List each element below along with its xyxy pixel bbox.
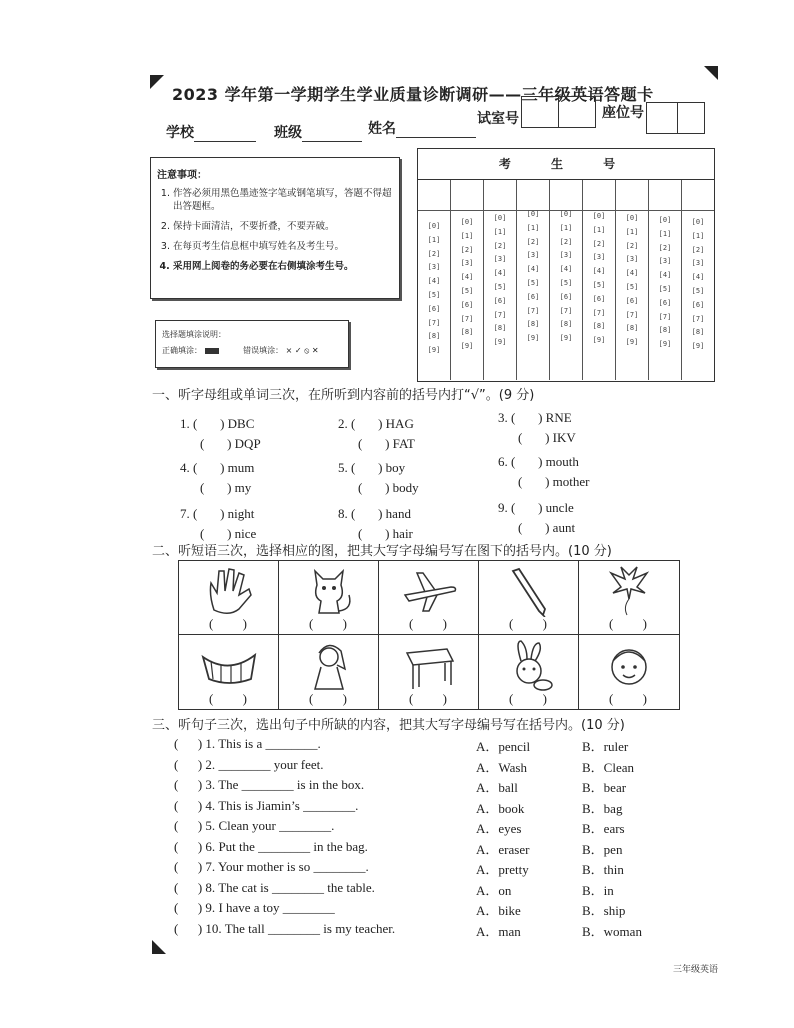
- digit-bubble[interactable]: [5]: [592, 280, 606, 289]
- digit-bubble[interactable]: [1]: [427, 235, 441, 244]
- digit-bubble[interactable]: [2]: [559, 237, 573, 246]
- option-a: A．on: [476, 882, 512, 898]
- answer-bracket[interactable]: ( ): [509, 616, 547, 631]
- digit-bubble[interactable]: [5]: [691, 286, 705, 295]
- digit-bubble[interactable]: [2]: [658, 243, 672, 252]
- digit-bubble[interactable]: [6]: [460, 300, 474, 309]
- sentence-question[interactable]: ( ) 9. I have a toy ________: [174, 900, 335, 915]
- digit-bubble[interactable]: [6]: [559, 292, 573, 301]
- fill-instructions: [155, 320, 349, 368]
- digit-bubble[interactable]: [2]: [592, 239, 606, 248]
- option-b: B．in: [582, 882, 614, 898]
- digit-bubble[interactable]: [0]: [691, 218, 705, 226]
- option-b: B．pen: [582, 841, 623, 857]
- picture-cell: [479, 561, 579, 635]
- girl-icon: [299, 639, 359, 691]
- digit-bubble[interactable]: [8]: [658, 326, 672, 335]
- exam-number-column: [451, 180, 484, 380]
- digit-bubble-column: [550, 208, 582, 346]
- answer-bracket[interactable]: ( ): [309, 691, 347, 706]
- picture-cell: [279, 561, 379, 635]
- digit-bubble[interactable]: [8]: [427, 332, 441, 341]
- question-number: 1.: [180, 416, 190, 431]
- digit-bubble[interactable]: [3]: [559, 251, 573, 260]
- digit-bubble[interactable]: [2]: [625, 241, 639, 250]
- sentence-text: The tall ________ is my teacher.: [224, 920, 396, 936]
- sentence-text: Your mother is so ________.: [217, 859, 369, 874]
- picture-cell: [179, 561, 279, 635]
- face-icon: [599, 639, 659, 691]
- question-number: ) 9.: [197, 900, 216, 915]
- notice-item: 2. 保持卡面清洁，不要折叠，不要弄破。: [173, 220, 399, 233]
- digit-bubble[interactable]: [8]: [691, 328, 705, 337]
- option-a: A．man: [476, 923, 521, 939]
- registration-mark-bottom-left: [152, 940, 166, 954]
- option-b: B．ship: [582, 903, 626, 918]
- sentence-text: I have a toy ________: [218, 900, 335, 915]
- question-number: ) 8.: [197, 879, 216, 895]
- question-number: ) 7.: [197, 859, 216, 874]
- listening-choice-b[interactable]: ( ) mother: [518, 474, 590, 489]
- notice-title: 注意事项：: [157, 170, 207, 181]
- sentence-question[interactable]: ( ) 10. The tall ________ is my teacher.: [174, 920, 396, 936]
- picture-cell: [479, 635, 579, 709]
- question-number: 4.: [180, 460, 190, 475]
- digit-bubble[interactable]: [2]: [460, 245, 474, 254]
- digit-bubble[interactable]: [1]: [658, 229, 672, 238]
- cat-icon: [299, 565, 359, 617]
- digit-bubble[interactable]: [5]: [493, 282, 507, 291]
- listening-choice-b[interactable]: ( ) IKV: [518, 430, 576, 445]
- digit-bubble[interactable]: [0]: [493, 214, 507, 222]
- digit-bubble[interactable]: [3]: [691, 259, 705, 268]
- footer-label: 三年级英语: [672, 965, 718, 975]
- legend-title: 选择题填涂说明：: [162, 330, 226, 339]
- choice-text: ) hand: [378, 506, 411, 521]
- digit-bubble[interactable]: [0]: [625, 214, 639, 222]
- digit-bubble[interactable]: [9]: [691, 342, 705, 351]
- listening-choice-b[interactable]: ( ) hair: [358, 526, 413, 541]
- class-field[interactable]: [274, 122, 362, 142]
- listening-choice-b[interactable]: ( ) body: [358, 480, 419, 495]
- registration-mark-top-right: [704, 66, 718, 80]
- exam-number-column: [616, 180, 649, 380]
- exam-number-column: [649, 180, 682, 380]
- digit-bubble[interactable]: [5]: [658, 284, 672, 293]
- exam-digit-write-box[interactable]: [583, 180, 615, 211]
- question-number: 5.: [338, 460, 348, 475]
- digit-bubble[interactable]: [2]: [691, 245, 705, 254]
- exam-number-title: 考 生 号: [418, 149, 714, 180]
- digit-bubble[interactable]: [2]: [493, 241, 507, 250]
- digit-bubble[interactable]: [6]: [526, 292, 540, 301]
- notice-item: 3. 在每页考生信息框中填写姓名及考生号。: [173, 240, 399, 253]
- kite-icon: [599, 565, 659, 617]
- choice-text: ) HAG: [378, 416, 414, 431]
- plane-icon: [399, 565, 459, 617]
- option-b: B．thin: [582, 862, 624, 877]
- choice-text: ) mother: [545, 474, 590, 489]
- choice-text: ) DBC: [220, 416, 255, 431]
- digit-bubble[interactable]: [5]: [526, 278, 540, 287]
- exam-digit-write-box[interactable]: [682, 180, 714, 211]
- exam-digit-write-box[interactable]: [517, 180, 549, 211]
- room-label: 试室号: [477, 111, 519, 127]
- listening-choice-b[interactable]: ( ) aunt: [518, 520, 576, 535]
- name-field[interactable]: [368, 118, 476, 138]
- rabbit-icon: [499, 639, 559, 691]
- choice-text: ) hair: [385, 526, 413, 541]
- digit-bubble[interactable]: [0]: [592, 212, 606, 220]
- choice-text: ) boy: [378, 460, 406, 475]
- option-b: B．bear: [582, 780, 627, 795]
- digit-bubble[interactable]: [9]: [592, 336, 606, 345]
- digit-bubble-column: [484, 212, 516, 350]
- picture-cell: [579, 635, 679, 709]
- listening-choice-a[interactable]: 9. ( ) uncle: [498, 500, 574, 515]
- option-a: A．book: [476, 800, 525, 816]
- exam-digit-write-box[interactable]: [616, 180, 648, 211]
- wrong-marks-icon: ⨯ ✓ ⦸ ✕: [285, 346, 319, 355]
- option-a: A．bike: [476, 903, 521, 918]
- choice-text: ) mum: [220, 460, 255, 475]
- digit-bubble[interactable]: [8]: [592, 322, 606, 331]
- question-number: 7.: [180, 506, 190, 521]
- choice-text: ) DQP: [227, 436, 261, 451]
- picture-cell: [279, 635, 379, 709]
- answer-bracket[interactable]: ( ): [309, 616, 347, 631]
- option-a: A．eraser: [476, 841, 530, 857]
- question-number: ) 6.: [197, 838, 216, 854]
- digit-bubble-column: [451, 216, 483, 354]
- digit-bubble[interactable]: [7]: [592, 308, 606, 317]
- listening-choice-a[interactable]: 3. ( ) RNE: [498, 410, 572, 425]
- digit-bubble[interactable]: [3]: [493, 255, 507, 264]
- question-number: 6.: [498, 454, 508, 469]
- listening-choice-a[interactable]: 2. ( ) HAG: [338, 416, 414, 431]
- digit-bubble[interactable]: [7]: [460, 314, 474, 323]
- hand-icon: [199, 565, 259, 617]
- section-3-heading: 三、听句子三次，选出句子中所缺的内容，把其大写字母编号写在括号内。(10 分): [152, 718, 625, 733]
- digit-bubble[interactable]: [2]: [427, 249, 441, 258]
- digit-bubble[interactable]: [7]: [427, 318, 441, 327]
- digit-bubble[interactable]: [3]: [427, 263, 441, 272]
- digit-bubble[interactable]: [6]: [691, 300, 705, 309]
- digit-bubble-column: [583, 210, 615, 348]
- listening-choice-b[interactable]: ( ) DQP: [200, 436, 261, 451]
- choice-text: ) body: [385, 480, 419, 495]
- sentence-question[interactable]: ( ) 6. Put the ________ in the bag.: [174, 838, 368, 854]
- legend-correct-label: 正确填涂：: [162, 346, 202, 355]
- sentence-text: This is Jiamin’s ________.: [218, 797, 359, 813]
- pen-icon: [499, 565, 559, 617]
- question-number: ) 4.: [197, 797, 216, 813]
- registration-mark-top-left: [150, 75, 164, 89]
- digit-bubble[interactable]: [2]: [526, 237, 540, 246]
- digit-bubble[interactable]: [7]: [658, 312, 672, 321]
- digit-bubble[interactable]: [4]: [493, 269, 507, 278]
- digit-bubble[interactable]: [4]: [691, 273, 705, 282]
- answer-bracket[interactable]: ( ): [209, 691, 247, 706]
- digit-bubble[interactable]: [9]: [427, 346, 441, 355]
- digit-bubble[interactable]: [3]: [625, 255, 639, 264]
- notice-box: [150, 157, 400, 299]
- digit-bubble[interactable]: [0]: [526, 210, 540, 218]
- digit-bubble[interactable]: [5]: [427, 290, 441, 299]
- digit-bubble-column: [649, 214, 681, 352]
- sentence-text: ________ your feet.: [218, 756, 324, 772]
- digit-bubble[interactable]: [8]: [625, 324, 639, 333]
- answer-bracket[interactable]: ( ): [509, 691, 547, 706]
- digit-bubble[interactable]: [5]: [460, 286, 474, 295]
- option-b: B．Clean: [582, 759, 634, 775]
- choice-text: ) uncle: [538, 500, 574, 515]
- listening-choice-a[interactable]: 5. ( ) boy: [338, 460, 406, 475]
- listening-choice-a[interactable]: 4. ( ) mum: [180, 460, 255, 475]
- option-b: B．woman: [582, 923, 642, 939]
- digit-bubble[interactable]: [4]: [427, 277, 441, 286]
- answer-bracket[interactable]: ( ): [609, 691, 647, 706]
- sentence-text: This is a ________.: [218, 736, 321, 751]
- notice-item: 1. 作答必须用黑色墨迹签字笔或钢笔填写，答题不得超出答题框。: [173, 187, 399, 213]
- section-2-heading: 二、听短语三次，选择相应的图，把其大写字母编号写在图下的括号内。(10 分): [152, 544, 612, 559]
- sentence-question[interactable]: ( ) 5. Clean your ________.: [174, 818, 335, 833]
- listening-choice-b[interactable]: ( ) FAT: [358, 436, 415, 451]
- answer-bracket[interactable]: ( ): [609, 616, 647, 631]
- answer-bracket[interactable]: ( ): [409, 616, 447, 631]
- digit-bubble[interactable]: [7]: [625, 310, 639, 319]
- name-label: 姓名: [368, 121, 396, 137]
- exam-digit-write-box[interactable]: [451, 180, 483, 211]
- room-number-boxes[interactable]: [521, 96, 596, 128]
- exam-number-column: [484, 180, 517, 380]
- digit-bubble[interactable]: [0]: [427, 222, 441, 230]
- option-b: B．bag: [582, 800, 623, 816]
- digit-bubble[interactable]: [1]: [460, 231, 474, 240]
- digit-bubble[interactable]: [0]: [460, 218, 474, 226]
- exam-digit-write-box[interactable]: [484, 180, 516, 211]
- digit-bubble[interactable]: [3]: [658, 257, 672, 266]
- question-number: ) 10.: [197, 920, 222, 936]
- listening-choice-a[interactable]: 8. ( ) hand: [338, 506, 411, 521]
- digit-bubble[interactable]: [6]: [592, 294, 606, 303]
- school-label: 学校: [166, 125, 194, 141]
- listening-choice-a[interactable]: 6. ( ) mouth: [498, 454, 579, 469]
- digit-bubble[interactable]: [5]: [559, 278, 573, 287]
- digit-bubble[interactable]: [7]: [526, 306, 540, 315]
- option-b: B．ruler: [582, 739, 629, 754]
- digit-bubble[interactable]: [4]: [625, 269, 639, 278]
- sentence-question[interactable]: ( ) 3. The ________ is in the box.: [174, 777, 365, 792]
- page-title: 2023 学年第一学期学生学业质量诊断调研——三年级英语答题卡: [172, 85, 654, 104]
- school-field[interactable]: [166, 122, 256, 142]
- exam-digit-write-box[interactable]: [550, 180, 582, 211]
- option-b: B．ears: [582, 821, 625, 836]
- listening-choice-b[interactable]: ( ) my: [200, 480, 252, 495]
- filled-bubble-icon: [205, 348, 219, 354]
- choice-text: ) my: [227, 480, 252, 495]
- exam-number-column: [418, 180, 451, 380]
- choice-text: ) mouth: [538, 454, 579, 469]
- digit-bubble[interactable]: [6]: [658, 298, 672, 307]
- digit-bubble[interactable]: [1]: [691, 231, 705, 240]
- answer-bracket[interactable]: ( ): [409, 691, 447, 706]
- question-number: ) 5.: [197, 818, 216, 833]
- exam-number-column: [517, 180, 550, 380]
- question-number: ) 3.: [197, 777, 216, 792]
- digit-bubble-column: [616, 212, 648, 350]
- digit-bubble[interactable]: [1]: [625, 227, 639, 236]
- digit-bubble[interactable]: [8]: [559, 320, 573, 329]
- digit-bubble[interactable]: [6]: [625, 296, 639, 305]
- choice-text: ) nice: [227, 526, 257, 541]
- question-number: ) 2.: [197, 756, 216, 772]
- digit-bubble[interactable]: [6]: [427, 304, 441, 313]
- exam-number-column: [583, 180, 616, 380]
- picture-cell: [579, 561, 679, 635]
- boat-icon: [199, 639, 259, 691]
- option-a: A．pretty: [476, 862, 529, 877]
- sentence-question[interactable]: ( ) 4. This is Jiamin’s ________.: [174, 797, 359, 813]
- digit-bubble[interactable]: [4]: [460, 273, 474, 282]
- exam-digit-write-box[interactable]: [649, 180, 681, 211]
- digit-bubble[interactable]: [4]: [559, 265, 573, 274]
- option-a: A．eyes: [476, 821, 522, 836]
- digit-bubble[interactable]: [8]: [493, 324, 507, 333]
- section-1-heading: 一、听字母组或单词三次，在所听到内容前的括号内打“√”。(9 分): [152, 388, 535, 403]
- digit-bubble[interactable]: [4]: [658, 271, 672, 280]
- digit-bubble[interactable]: [9]: [559, 334, 573, 343]
- exam-number-column: [550, 180, 583, 380]
- picture-cell: [379, 561, 479, 635]
- digit-bubble[interactable]: [8]: [526, 320, 540, 329]
- exam-number-column: [682, 180, 714, 380]
- answer-bracket[interactable]: ( ): [209, 616, 247, 631]
- digit-bubble[interactable]: [9]: [493, 338, 507, 347]
- question-number: 9.: [498, 500, 508, 515]
- sentence-text: The cat is ________ the table.: [218, 879, 375, 895]
- digit-bubble[interactable]: [1]: [526, 223, 540, 232]
- choice-text: ) FAT: [385, 436, 415, 451]
- choice-text: ) night: [220, 506, 255, 521]
- question-number: 8.: [338, 506, 348, 521]
- digit-bubble[interactable]: [3]: [460, 259, 474, 268]
- notice-item: 4. 采用网上阅卷的务必要在右侧填涂考生号。: [173, 260, 399, 273]
- digit-bubble-column: [517, 208, 549, 346]
- seat-label: 座位号: [602, 105, 644, 121]
- digit-bubble[interactable]: [4]: [592, 267, 606, 276]
- sentence-text: Clean your ________.: [218, 818, 335, 833]
- picture-cell: [379, 635, 479, 709]
- digit-bubble[interactable]: [7]: [691, 314, 705, 323]
- option-a: A．Wash: [476, 759, 527, 775]
- choice-text: ) aunt: [545, 520, 576, 535]
- exam-digit-write-box[interactable]: [418, 180, 450, 211]
- exam-number-grid: [417, 148, 715, 382]
- digit-bubble[interactable]: [9]: [526, 334, 540, 343]
- sentence-text: The ________ is in the box.: [218, 777, 365, 792]
- choice-text: ) RNE: [538, 410, 572, 425]
- choice-text: ) IKV: [545, 430, 576, 445]
- question-number: 3.: [498, 410, 508, 425]
- digit-bubble[interactable]: [7]: [559, 306, 573, 315]
- desk-icon: [399, 639, 459, 691]
- listening-choice-a[interactable]: 7. ( ) night: [180, 506, 255, 521]
- digit-bubble[interactable]: [3]: [526, 251, 540, 260]
- digit-bubble[interactable]: [4]: [526, 265, 540, 274]
- sentence-question[interactable]: ( ) 1. This is a ________.: [174, 736, 321, 751]
- seat-number-boxes[interactable]: [646, 102, 705, 134]
- sentence-question[interactable]: ( ) 2. ________ your feet.: [174, 756, 324, 772]
- sentence-text: Put the ________ in the bag.: [218, 838, 368, 854]
- picture-grid: [178, 560, 680, 710]
- digit-bubble[interactable]: [0]: [559, 210, 573, 218]
- digit-bubble[interactable]: [9]: [460, 342, 474, 351]
- digit-bubble[interactable]: [7]: [493, 310, 507, 319]
- question-number: ) 1.: [197, 736, 216, 751]
- sentence-question[interactable]: ( ) 7. Your mother is so ________.: [174, 859, 369, 874]
- listening-choice-b[interactable]: ( ) nice: [200, 526, 257, 541]
- sentence-question[interactable]: ( ) 8. The cat is ________ the table.: [174, 879, 375, 895]
- digit-bubble-column: [682, 216, 714, 354]
- digit-bubble[interactable]: [3]: [592, 253, 606, 262]
- digit-bubble[interactable]: [8]: [460, 328, 474, 337]
- digit-bubble[interactable]: [1]: [592, 225, 606, 234]
- digit-bubble[interactable]: [9]: [625, 338, 639, 347]
- question-number: 2.: [338, 416, 348, 431]
- digit-bubble-column: [418, 220, 450, 358]
- legend-wrong-label: 错误填涂：: [243, 346, 284, 355]
- class-label: 班级: [274, 125, 302, 141]
- picture-cell: [179, 635, 279, 709]
- listening-choice-a[interactable]: 1. ( ) DBC: [180, 416, 255, 431]
- digit-bubble[interactable]: [1]: [493, 227, 507, 236]
- digit-bubble[interactable]: [9]: [658, 340, 672, 349]
- digit-bubble[interactable]: [6]: [493, 296, 507, 305]
- digit-bubble[interactable]: [5]: [625, 282, 639, 291]
- option-a: A．ball: [476, 780, 518, 795]
- digit-bubble[interactable]: [1]: [559, 223, 573, 232]
- option-a: A．pencil: [476, 739, 531, 754]
- digit-bubble[interactable]: [0]: [658, 216, 672, 224]
